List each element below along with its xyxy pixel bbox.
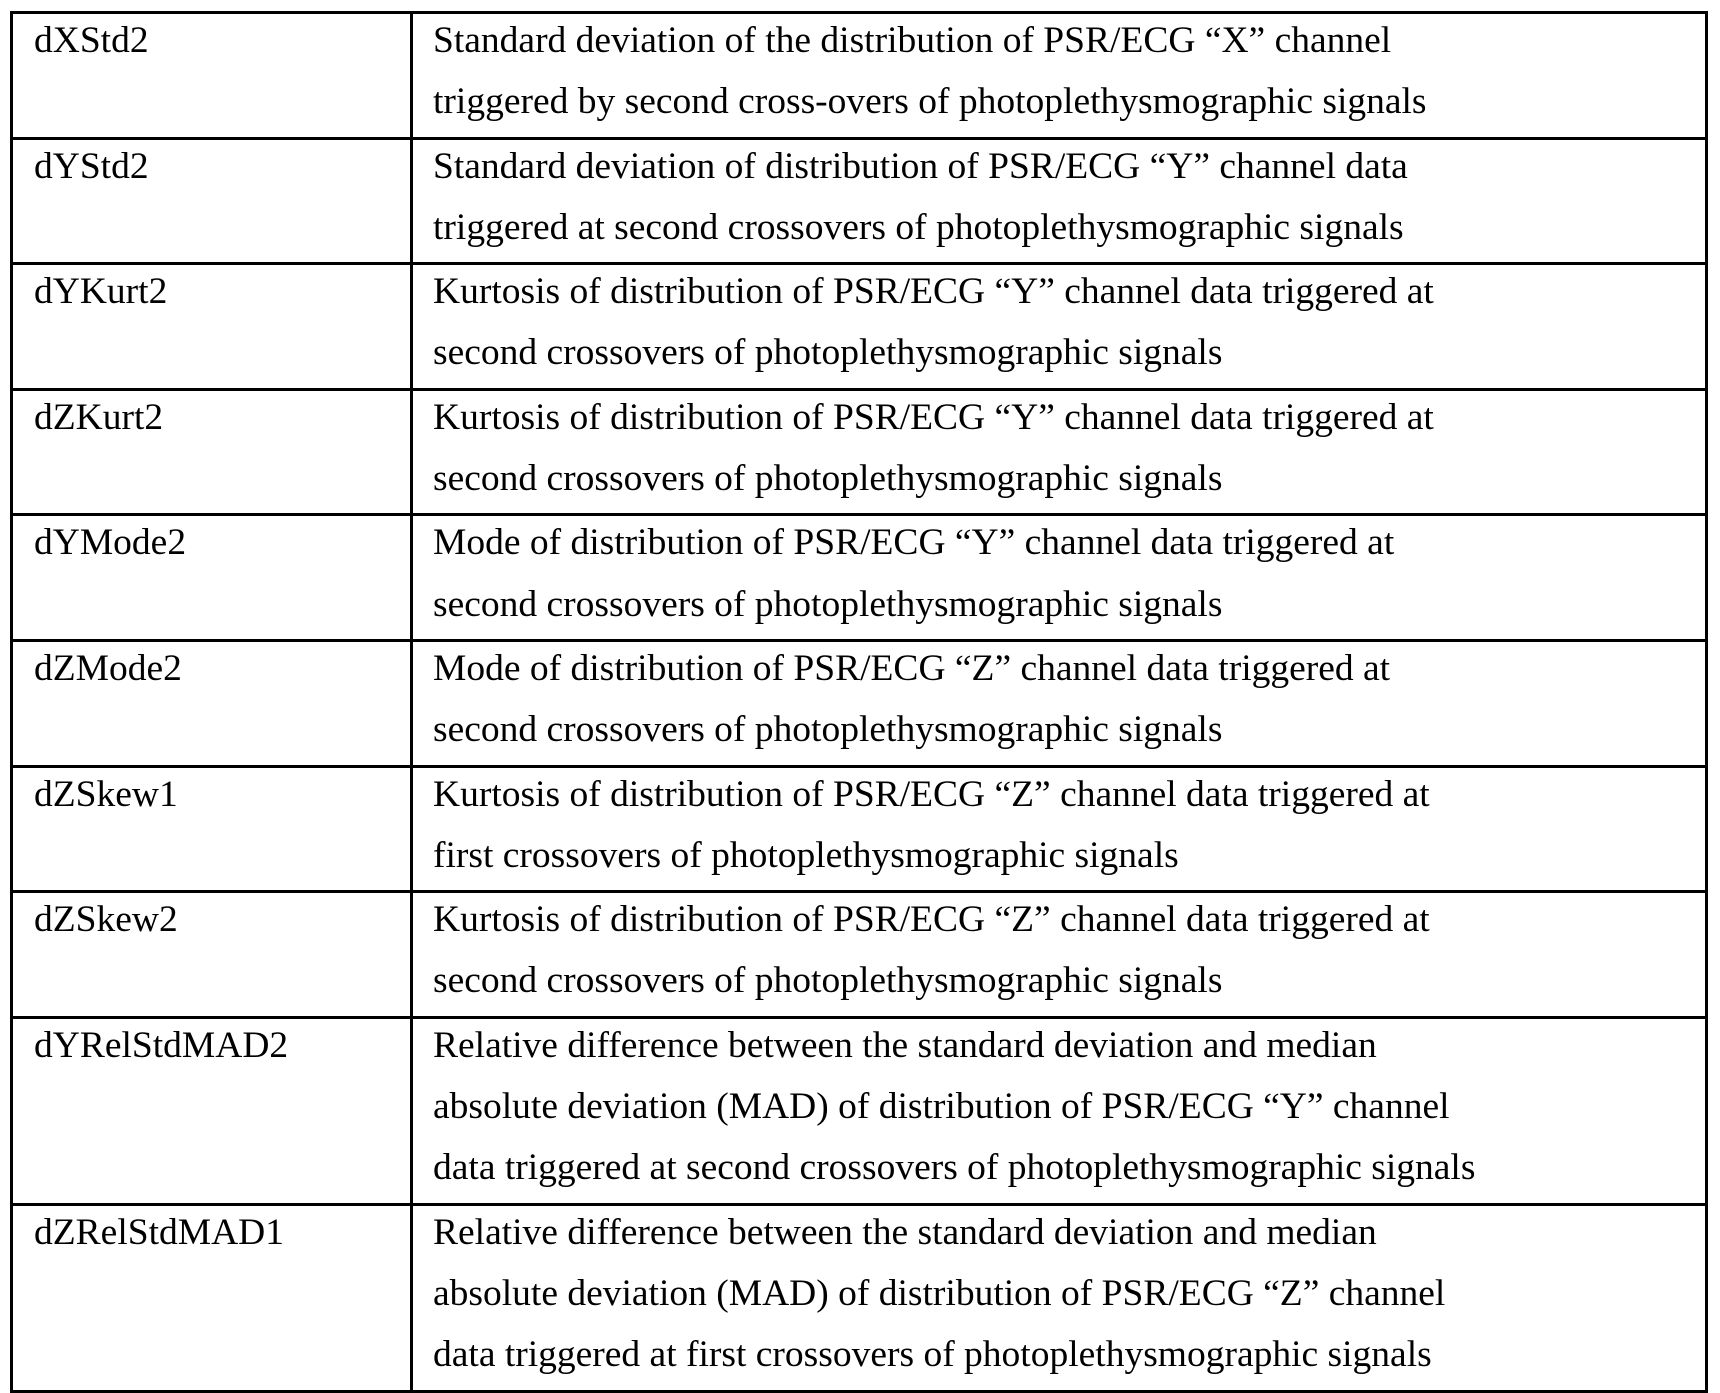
description-line: Relative difference between the standard deviation and median [433,1024,1377,1066]
description-line: second crossovers of photoplethysmographic signals [433,583,1223,625]
description-line: data triggered at first crossovers of photoplethysmographic signals [433,1334,1432,1376]
description-line: second crossovers of photoplethysmographic signals [433,458,1223,500]
description-line: Standard deviation of the distribution of PSR/ECG “X” channel [433,20,1392,61]
description-line: absolute deviation (MAD) of distribution of PSR/ECG “Y” channel [433,1086,1450,1128]
feature-description-cell [412,138,1707,264]
feature-name-cell [12,1204,412,1391]
description-line: Standard deviation of distribution of PSR/ECG “Y” channel data [433,145,1408,187]
feature-description-cell [412,13,1707,139]
feature-name: dZSkew1 [34,773,178,815]
feature-name: dZKurt2 [34,396,164,438]
feature-description-cell [412,1204,1707,1391]
description-line: triggered by second cross-overs of photoplethysmographic signals [433,81,1427,123]
table-row [12,264,1707,390]
feature-name-cell [12,389,412,515]
table-row [12,766,1707,892]
feature-description-cell [412,640,1707,766]
description-line: Relative difference between the standard deviation and median [433,1211,1377,1253]
table-body [12,13,1707,1392]
table-row [12,1017,1707,1204]
table-row [12,515,1707,641]
description-line: Kurtosis of distribution of PSR/ECG “Y” channel data triggered at [433,271,1434,313]
feature-name-cell [12,892,412,1018]
table-row [12,389,1707,515]
feature-name-cell [12,766,412,892]
feature-description-cell [412,766,1707,892]
description-line: triggered at second crossovers of photoplethysmographic signals [433,206,1404,248]
description-line: Kurtosis of distribution of PSR/ECG “Z” channel data triggered at [433,899,1430,941]
table-row [12,13,1707,139]
table-row [12,892,1707,1018]
feature-name-cell [12,640,412,766]
feature-name: dYStd2 [34,145,149,187]
description-line: absolute deviation (MAD) of distribution of PSR/ECG “Z” channel [433,1272,1446,1314]
feature-description-cell [412,892,1707,1018]
description-line: first crossovers of photoplethysmographic signals [433,834,1179,876]
feature-name: dXStd2 [34,20,149,61]
feature-name: dZSkew2 [34,899,178,941]
table-row [12,138,1707,264]
description-line: second crossovers of photoplethysmographic signals [433,709,1223,751]
feature-description-cell [412,515,1707,641]
description-line: Kurtosis of distribution of PSR/ECG “Z” channel data triggered at [433,773,1430,815]
description-line: Mode of distribution of PSR/ECG “Y” channel data triggered at [433,522,1395,564]
feature-name: dYMode2 [34,522,187,564]
feature-description-cell [412,1017,1707,1204]
table-row [12,1204,1707,1391]
description-line: data triggered at second crossovers of photoplethysmographic signals [433,1147,1476,1189]
feature-description-cell [412,264,1707,390]
description-line: second crossovers of photoplethysmographic signals [433,960,1223,1002]
feature-name: dYRelStdMAD2 [34,1024,289,1066]
feature-name-cell [12,515,412,641]
feature-name: dZRelStdMAD1 [34,1211,285,1253]
table-row [12,640,1707,766]
description-line: Kurtosis of distribution of PSR/ECG “Y” channel data triggered at [433,396,1434,438]
feature-name: dZMode2 [34,647,182,689]
description-line: Mode of distribution of PSR/ECG “Z” channel data triggered at [433,647,1391,689]
feature-name: dYKurt2 [34,271,168,313]
description-line: second crossovers of photoplethysmographic signals [433,332,1223,374]
feature-name-cell [12,13,412,139]
feature-definition-table [10,11,1708,1393]
feature-name-cell [12,138,412,264]
feature-name-cell [12,1017,412,1204]
feature-name-cell [12,264,412,390]
feature-description-cell [412,389,1707,515]
